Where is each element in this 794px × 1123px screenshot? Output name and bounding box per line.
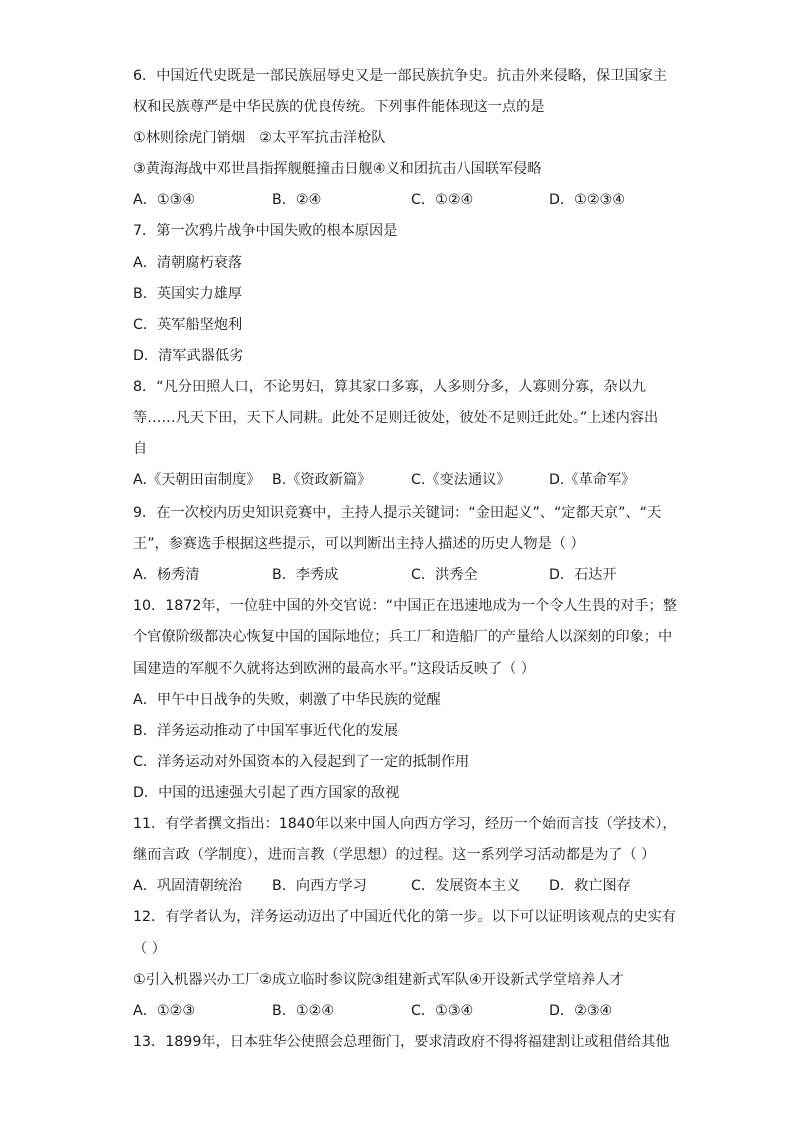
q10-line-1: 10．1872年，一位驻中国的外交官说：“中国正在迅速地成为一个令人生畏的对手；整 [133,598,677,614]
q9-option-d: D．石达开 [549,567,617,583]
q12-line-2: （ ） [133,941,166,957]
q12-option-d: D．②③④ [549,1003,613,1019]
q6-line-2: 权和民族尊严是中华民族的优良传统。下列事件能体现这一点的是 [133,99,545,115]
q12-line-3: ①引入机器兴办工厂②成立临时参议院③组建新式军队④开设新式学堂培养人才 [133,972,624,988]
q6-option-a: A．①③④ [133,192,196,208]
q10-option-a: A．甲午中日战争的失败，刺激了中华民族的觉醒 [133,692,441,708]
q7-option-a: A．清朝腐朽衰落 [133,255,243,271]
q7-line-1: 7．第一次鸦片战争中国失败的根本原因是 [133,223,398,239]
q10-line-3: 国建造的军舰不久就将达到欧洲的最高水平。”这段话反映了（ ） [133,661,536,677]
q7-option-b: B．英国实力雄厚 [133,286,243,302]
q8-line-2: 等……凡天下田，天下人同耕。此处不足则迁彼处，彼处不足则迁此处。”上述内容出 [133,410,659,426]
q6-option-d: D．①②③④ [549,192,625,208]
q8-option-c: C.《变法通议》 [411,472,511,488]
q6-option-b: B．②④ [272,192,322,208]
q10-option-b: B．洋务运动推动了中国军事近代化的发展 [133,723,399,739]
q11-option-c: C．发展资本主义 [411,878,521,894]
q11-option-b: B．向西方学习 [272,878,367,894]
q6-line-4: ③黄海海战中邓世昌指挥舰艇撞击日舰④义和团抗击八国联军侵略 [133,161,542,177]
q6-line-3: ①林则徐虎门销烟 ②太平军抗击洋枪队 [133,130,386,146]
q13-line-1: 13．1899年，日本驻华公使照会总理衙门，要求清政府不得将福建割让或租借给其他 [133,1034,670,1050]
q10-option-d: D．中国的迅速强大引起了西方国家的敌视 [133,785,400,801]
q6-option-c: C．①②④ [411,192,474,208]
q9-option-a: A．杨秀清 [133,567,200,583]
q11-line-2: 继而言政（学制度），进而言教（学思想）的过程。这一系列学习活动都是为了（ ） [133,847,656,863]
q8-option-d: D.《革命军》 [549,472,636,488]
q11-option-a: A．巩固清朝统治 [133,878,243,894]
q11-line-1: 11．有学者撰文指出：1840年以来中国人向西方学习，经历一个始而言技（学技术）， [133,816,677,832]
q12-line-1: 12．有学者认为，洋务运动迈出了中国近代化的第一步。以下可以证明该观点的史实有 [133,909,676,925]
q6-line-1: 6．中国近代史既是一部民族屈辱史又是一部民族抗争史。抗击外来侵略，保卫国家主 [133,68,667,84]
q12-option-c: C．①③④ [411,1003,474,1019]
q8-line-1: 8．“凡分田照人口，不论男妇，算其家口多寡，人多则分多，人寡则分寡，杂以九 [133,379,646,395]
q8-options [133,470,653,490]
q12-option-b: B．①②④ [272,1003,335,1019]
q9-line-2: 王”，参赛选手根据这些提示，可以判断出主持人描述的历史人物是（ ） [133,536,585,552]
q11-option-d: D．救亡图存 [549,878,631,894]
q8-line-3: 自 [133,441,148,457]
q6-options [133,190,653,210]
q7-option-c: C．英军船坚炮利 [133,317,243,333]
q9-option-b: B．李秀成 [272,567,339,583]
q10-option-c: C．洋务运动对外国资本的入侵起到了一定的抵制作用 [133,754,470,770]
q9-options [133,565,653,585]
q7-option-d: D．清军武器低劣 [133,348,244,364]
q8-option-a: A.《天朝田亩制度》 [133,472,261,488]
q11-options [133,876,653,896]
q8-option-b: B.《资政新篇》 [272,472,372,488]
q10-line-2: 个官僚阶级都决心恢复中国的国际地位；兵工厂和造船厂的产量给人以深刻的印象；中 [133,629,673,645]
q12-options [133,1001,653,1021]
q9-line-1: 9．在一次校内历史知识竞赛中，主持人提示关键词：“金田起义”、“定都天京”、“天 [133,505,662,521]
q9-option-c: C．洪秀全 [411,567,478,583]
q12-option-a: A．①②③ [133,1003,196,1019]
